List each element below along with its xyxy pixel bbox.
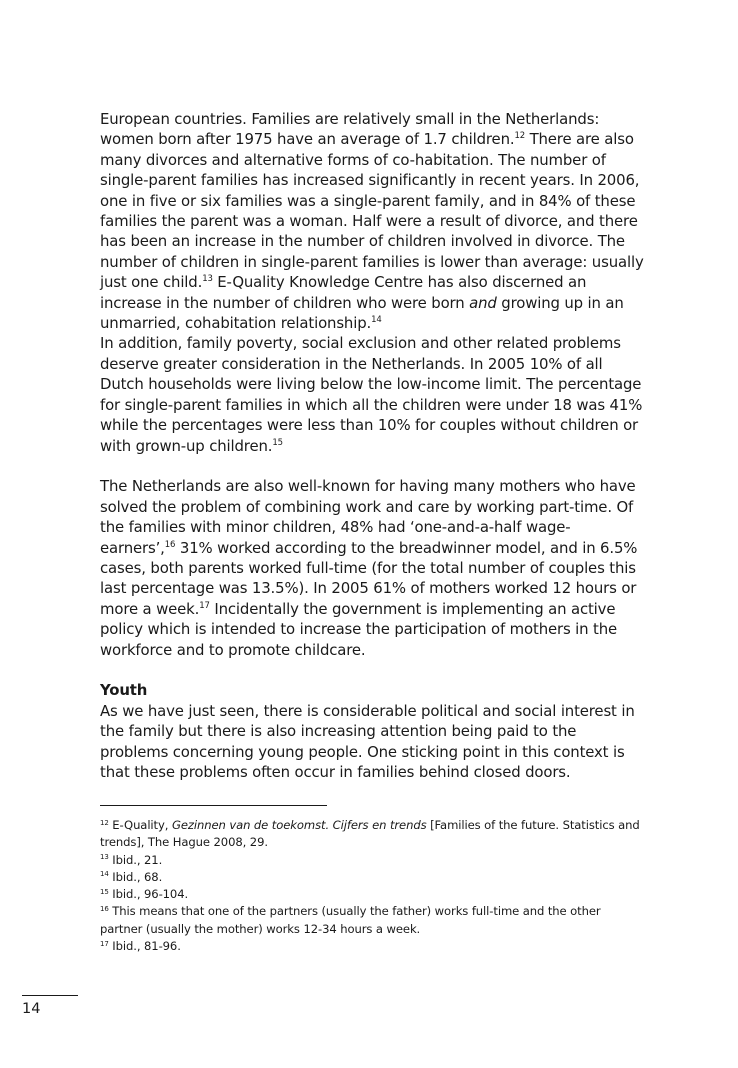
footnote-number: 17 <box>100 939 109 948</box>
footnote-12 <box>100 817 645 852</box>
paragraph-gap <box>100 456 645 476</box>
paragraph-youth <box>100 701 645 783</box>
footnotes <box>100 817 645 955</box>
emphasis-text: and <box>469 293 497 312</box>
footnote-number: 13 <box>100 853 109 862</box>
paragraph-working-mothers <box>100 476 645 660</box>
footnote-text: Ibid., 68. <box>108 869 163 884</box>
footnote-text: Ibid., 21. <box>108 852 163 867</box>
footnote-17 <box>100 938 645 955</box>
footnote-text: [Families of the future. Statistics and trends], The Hague 2008, 29. <box>100 818 640 850</box>
footnote-ref: 12 <box>514 131 525 142</box>
text-run: European countries. Families are relatively small in the Netherlands: women born after 1975 have an average of 1.7 children. <box>100 110 600 149</box>
page-number-rule <box>22 995 78 996</box>
footnote-text: E-Quality, <box>108 818 172 832</box>
footnote-text: Ibid., 81-96. <box>108 939 181 954</box>
footnote-ref: 14 <box>371 315 382 326</box>
text-run: As we have just seen, there is considerable political and social interest in the family but there is also increasing attention being paid to the problems concerning young people. One sticking point in this context is that these problems often occur in families behind closed doors. <box>100 701 635 781</box>
section-heading-youth: Youth <box>100 681 148 700</box>
footnote-15 <box>100 886 645 903</box>
footnote-separator <box>100 805 327 806</box>
footnote-13 <box>100 852 645 869</box>
paragraph-gap <box>100 660 645 680</box>
text-run: The Netherlands are also well-known for having many mothers who have solved the problem of combining work and care by working part-time. Of the families with minor children, 48% had ‘one-and-a-half wage-earners’, <box>100 477 636 557</box>
paragraph-family-size <box>100 109 645 333</box>
footnote-14 <box>100 869 645 886</box>
text-run: Incidentally the government is implementing an active policy which is intended to increase the participation of mothers in the workforce and to promote childcare. <box>100 599 617 659</box>
footnote-text: This means that one of the partners (usually the father) works full-time and the other partner (usually the mother) works 12-34 hours a week. <box>100 904 601 936</box>
text-run: E-Quality Knowledge Centre has also discerned an increase in the number of children who were born <box>100 273 587 312</box>
paragraph-poverty <box>100 333 645 455</box>
footnote-number: 14 <box>100 870 109 879</box>
footnote-ref: 16 <box>164 539 176 550</box>
text-run: In addition, family poverty, social exclusion and other related problems deserve greater consideration in the Netherlands. In 2005 10% of all Dutch households were living below the low-income limit. The percentage for single-parent families in which all the children were under 18 was 41% while the percentages were less than 10% for couples without children or with grown-up children. <box>100 334 643 455</box>
footnote-number: 15 <box>100 887 109 896</box>
footnote-number: 12 <box>100 818 109 827</box>
text-run: growing up in an unmarried, cohabitation relationship. <box>100 293 624 333</box>
footnote-text: Ibid., 96-104. <box>108 887 189 902</box>
footnote-ref: 15 <box>272 437 283 448</box>
footnote-16 <box>100 903 645 938</box>
footnote-ref: 13 <box>202 274 213 285</box>
page-number: 14 <box>22 1001 41 1017</box>
body-text <box>100 109 645 782</box>
footnote-title: Gezinnen van de toekomst. Cijfers en trends <box>171 818 427 832</box>
footnote-number: 16 <box>100 904 109 913</box>
text-run: 31% worked according to the breadwinner model, and in 6.5% cases, both parents worked full-time (for the total number of couples this last percentage was 13.5%). In 2005 61% of mothers worked 12 hours or more a week. <box>100 538 638 618</box>
text-run: There are also many divorces and alternative forms of co-habitation. The number of single-parent families has increased significantly in recent years. In 2006, one in five or six families was a single-parent family, and in 84% of these families the parent was a woman. Half were a result of divorce, and there has been an increase in the number of children involved in divorce. The number of children in single-parent families is lower than average: usually just one child. <box>100 130 644 292</box>
footnote-ref: 17 <box>199 600 210 611</box>
